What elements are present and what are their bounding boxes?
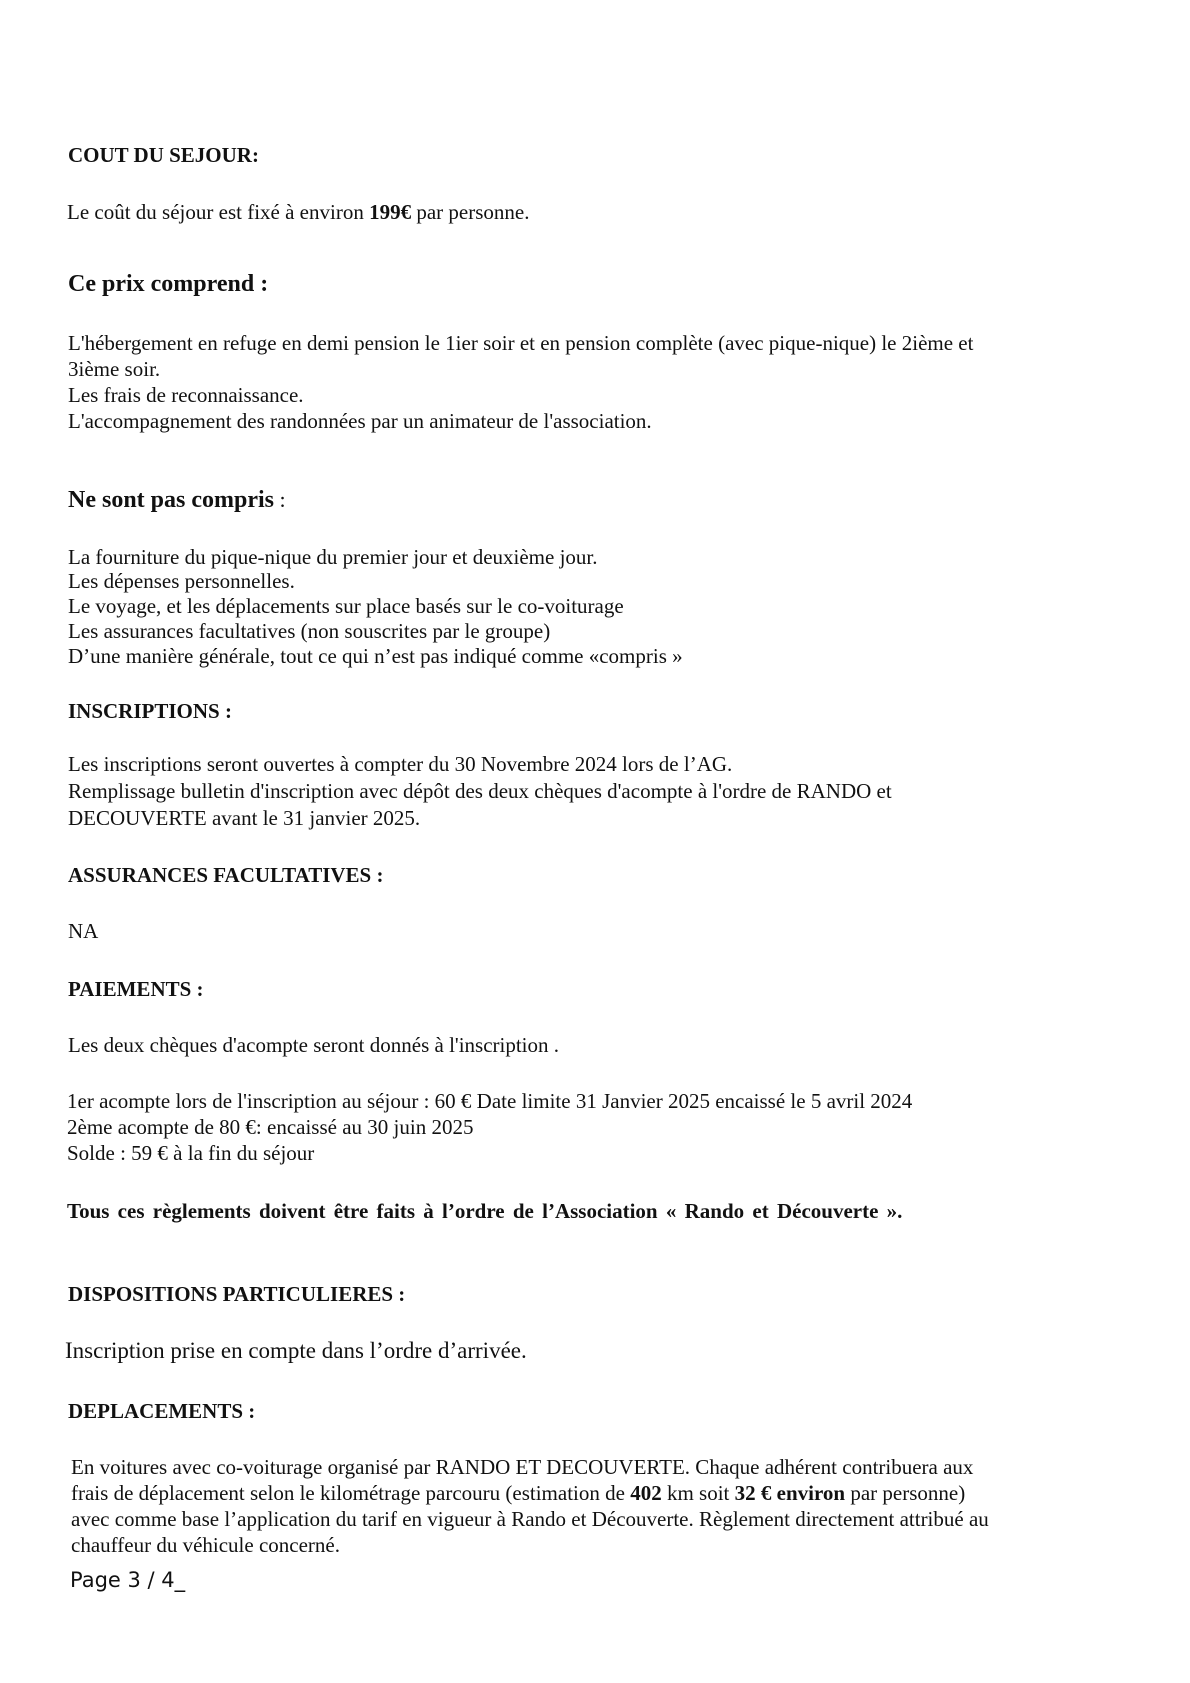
deplacements-text: frais de déplacement selon le kilométrage parcouru (estimation de bbox=[71, 1481, 631, 1505]
paiements-intro: Les deux chèques d'acompte seront donnés à l'inscription . bbox=[68, 1033, 560, 1057]
page-number: Page 3 / 4_ bbox=[70, 1568, 186, 1592]
comprend-line: 3ième soir. bbox=[68, 357, 161, 381]
assurances-value: NA bbox=[68, 919, 99, 943]
non-compris-line: La fourniture du pique-nique du premier jour et deuxième jour. bbox=[68, 545, 598, 569]
section-heading-deplacements: DEPLACEMENTS : bbox=[68, 1399, 256, 1423]
section-heading-assurances: ASSURANCES FACULTATIVES : bbox=[68, 863, 384, 887]
deplacements-cost: 32 € environ bbox=[734, 1481, 846, 1505]
section-heading-dispositions: DISPOSITIONS PARTICULIERES : bbox=[68, 1282, 406, 1306]
dispositions-text: Inscription prise en compte dans l’ordre d’arrivée. bbox=[65, 1338, 527, 1363]
deplacements-text: km soit bbox=[661, 1481, 735, 1505]
inscriptions-line: Remplissage bulletin d'inscription avec dépôt des deux chèques d'acompte à l'ordre de RANDO et bbox=[68, 779, 892, 803]
non-compris-line: Le voyage, et les déplacements sur place basés sur le co-voiturage bbox=[68, 594, 624, 618]
non-compris-line: D’une manière générale, tout ce qui n’est pas indiqué comme «compris » bbox=[68, 644, 683, 668]
section-heading-paiements: PAIEMENTS : bbox=[68, 977, 204, 1001]
inscriptions-line: Les inscriptions seront ouvertes à compter du 30 Novembre 2024 lors de l’AG. bbox=[68, 752, 733, 776]
paiements-line: 2ème acompte de 80 €: encaissé au 30 juin 2025 bbox=[67, 1115, 474, 1139]
paiements-line: Solde : 59 € à la fin du séjour bbox=[67, 1141, 315, 1165]
deplacements-line bbox=[71, 1480, 965, 1506]
section-heading-comprend: Ce prix comprend : bbox=[68, 271, 269, 297]
deplacements-line: chauffeur du véhicule concerné. bbox=[71, 1533, 340, 1557]
deplacements-line: avec comme base l’application du tarif en vigueur à Rando et Découverte. Règlement directement attribué au bbox=[71, 1507, 989, 1531]
paiements-line: 1er acompte lors de l'inscription au séjour : 60 € Date limite 31 Janvier 2025 encaissé le 5 avril 2024 bbox=[67, 1089, 913, 1113]
non-compris-line: Les assurances facultatives (non souscrites par le groupe) bbox=[68, 619, 551, 643]
non-compris-heading-text: Ne sont pas compris bbox=[68, 487, 275, 513]
cout-text-end: par personne. bbox=[411, 200, 530, 224]
cout-price: 199€ bbox=[369, 200, 412, 224]
section-heading-cout: COUT DU SEJOUR: bbox=[68, 143, 259, 167]
non-compris-colon: : bbox=[274, 487, 286, 512]
deplacements-line: En voitures avec co-voiturage organisé par RANDO ET DECOUVERTE. Chaque adhérent contribuera aux bbox=[71, 1455, 974, 1479]
section-heading-non-compris bbox=[68, 487, 286, 513]
deplacements-text: par personne) bbox=[845, 1481, 966, 1505]
deplacements-km: 402 bbox=[630, 1481, 662, 1505]
comprend-line: L'hébergement en refuge en demi pension le 1ier soir et en pension complète (avec pique-nique) le 2ième et bbox=[68, 331, 974, 355]
section-heading-inscriptions: INSCRIPTIONS : bbox=[68, 699, 232, 723]
non-compris-line: Les dépenses personnelles. bbox=[68, 569, 295, 593]
comprend-line: Les frais de reconnaissance. bbox=[68, 383, 304, 407]
paiements-note: Tous ces règlements doivent être faits à l’ordre de l’Association « Rando et Découverte ». bbox=[67, 1199, 903, 1223]
cout-text bbox=[67, 199, 529, 225]
comprend-line: L'accompagnement des randonnées par un animateur de l'association. bbox=[68, 409, 652, 433]
inscriptions-line: DECOUVERTE avant le 31 janvier 2025. bbox=[68, 806, 421, 830]
cout-text-start: Le coût du séjour est fixé à environ bbox=[67, 200, 370, 224]
